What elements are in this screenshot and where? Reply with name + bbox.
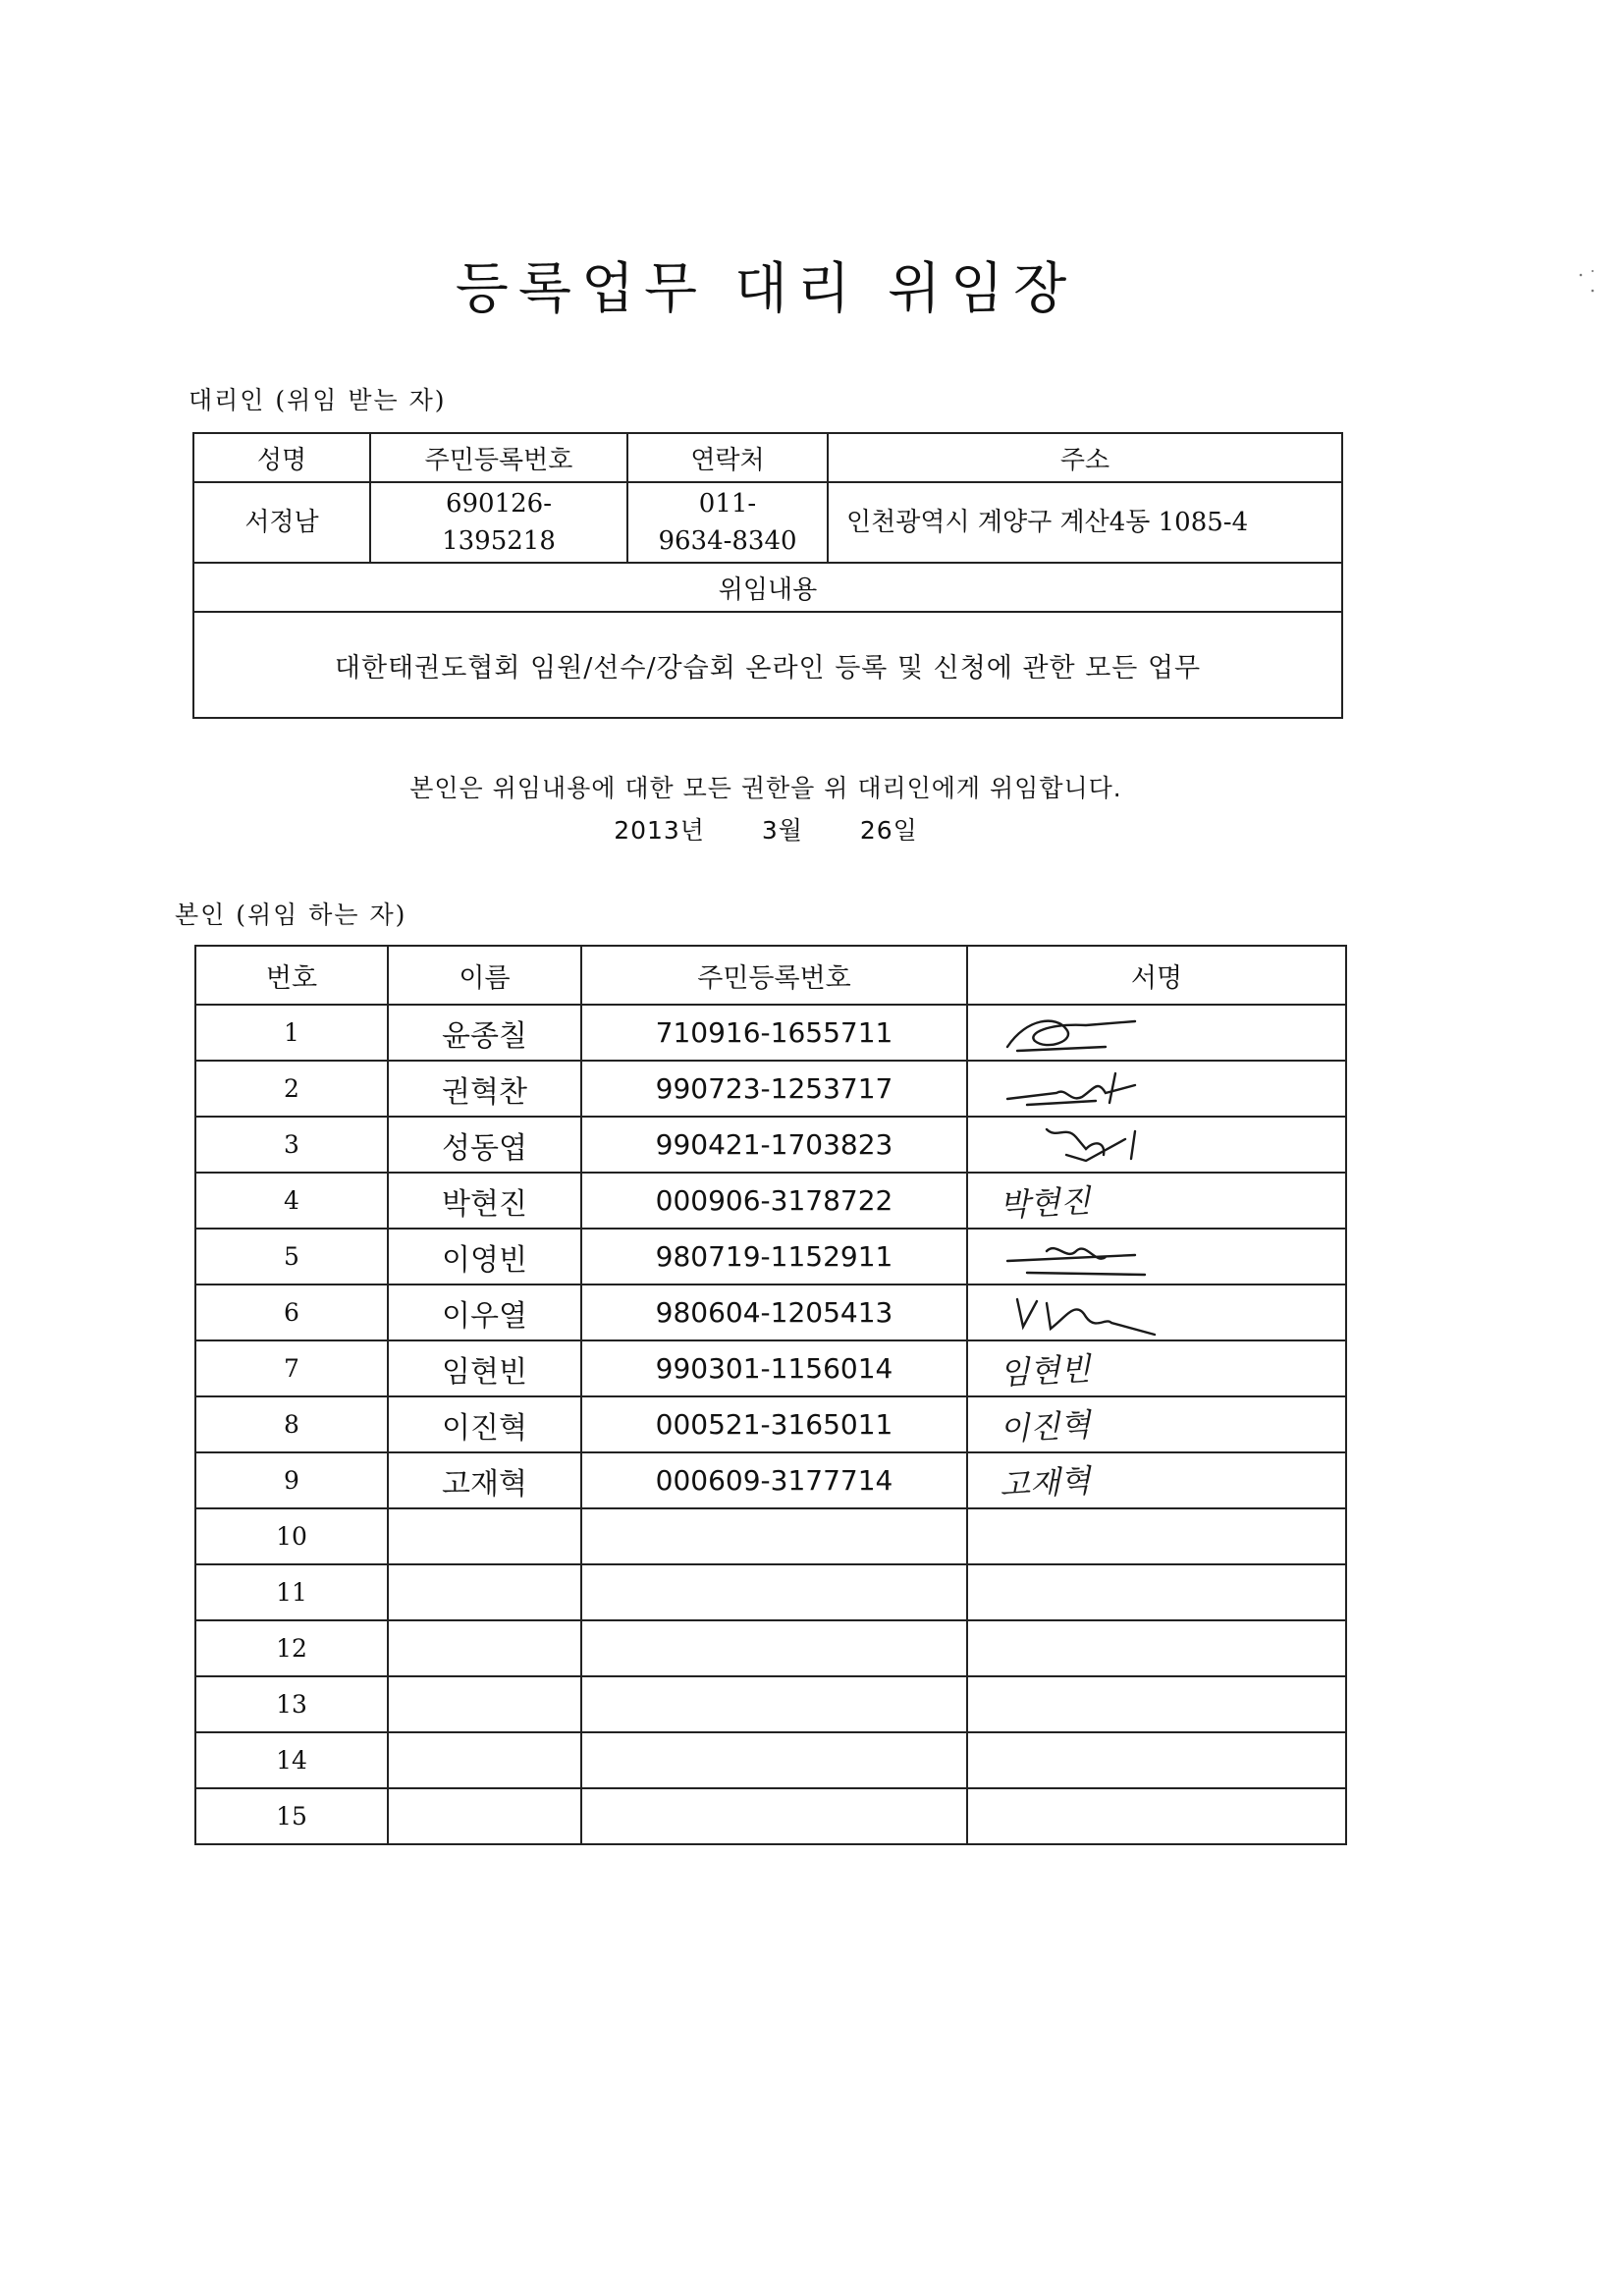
principal-row [195,1676,1346,1732]
signature-cell [967,1229,1346,1285]
agent-address: 인천광역시 계양구 계산4동 1085-4 [828,482,1342,563]
row-number: 4 [195,1173,388,1229]
principal-name: 윤종칠 [388,1005,581,1061]
principal-name [388,1676,581,1732]
handwritten-signature [988,1287,1184,1339]
handwritten-signature [988,1343,1184,1394]
agent-header-address: 주소 [828,433,1342,482]
principal-name: 권혁찬 [388,1061,581,1117]
principal-header-name: 이름 [388,946,581,1005]
agent-header-id: 주민등록번호 [370,433,627,482]
principal-id-number [581,1508,967,1564]
signature-cell [967,1508,1346,1564]
row-number: 14 [195,1732,388,1788]
principal-row [195,1061,1346,1117]
principal-row [195,1452,1346,1508]
principal-id-number: 710916-1655711 [581,1005,967,1061]
row-number: 9 [195,1452,388,1508]
agent-phone-line1: 011- [698,489,757,519]
principal-id-number: 000906-3178722 [581,1173,967,1229]
principal-row [195,1564,1346,1620]
signature-cell [967,1005,1346,1061]
row-number: 12 [195,1620,388,1676]
agent-id-line1: 690126- [445,489,553,519]
agent-id-line2: 1395218 [442,526,556,556]
principal-row [195,1620,1346,1676]
agent-name: 서정남 [193,482,370,563]
principal-name: 이진혁 [388,1396,581,1452]
principal-name [388,1564,581,1620]
principal-name: 박현진 [388,1173,581,1229]
principal-row [195,1508,1346,1564]
principal-id-number: 980604-1205413 [581,1285,967,1340]
signature-cell [967,1620,1346,1676]
principal-name [388,1732,581,1788]
scan-speck-mark [1577,267,1598,297]
row-number: 6 [195,1285,388,1340]
principal-id-number: 990421-1703823 [581,1117,967,1173]
agent-table [192,432,1343,719]
row-number: 13 [195,1676,388,1732]
row-number: 3 [195,1117,388,1173]
row-number: 15 [195,1788,388,1844]
principal-id-number: 990723-1253717 [581,1061,967,1117]
document-date [0,811,1532,847]
handwritten-signature [988,1231,1184,1283]
principal-row [195,1229,1346,1285]
signature-cell [967,1564,1346,1620]
principal-header-number: 번호 [195,946,388,1005]
agent-phone-line2: 9634-8340 [658,526,797,556]
signature-cell [967,1285,1346,1340]
row-number: 7 [195,1340,388,1396]
row-number: 2 [195,1061,388,1117]
row-number: 5 [195,1229,388,1285]
handwritten-signature [988,1064,1184,1115]
signature-cell [967,1788,1346,1844]
agent-section-label: 대리인 (위임 받는 자) [189,386,447,414]
principal-row [195,1788,1346,1844]
handwritten-signature [988,1008,1184,1059]
principal-row [195,1285,1346,1340]
principal-row [195,1340,1346,1396]
principal-id-number [581,1788,967,1844]
signature-handwriting: 박현진 [998,1181,1092,1225]
delegation-statement: 본인은 위임내용에 대한 모든 권한을 위 대리인에게 위임합니다. [409,774,1122,802]
principal-name: 고재혁 [388,1452,581,1508]
principal-name [388,1620,581,1676]
principal-name: 성동엽 [388,1117,581,1173]
principal-id-number: 990301-1156014 [581,1340,967,1396]
principal-id-number [581,1564,967,1620]
signature-handwriting: 임현빈 [998,1349,1092,1393]
principal-table [194,945,1347,1845]
principal-name: 이우열 [388,1285,581,1340]
principal-id-number [581,1676,967,1732]
date-year: 2013년 [614,816,705,845]
signature-handwriting: 고재혁 [998,1461,1092,1504]
signature-handwriting: 이진혁 [998,1405,1092,1449]
principal-id-number [581,1732,967,1788]
principal-header-signature: 서명 [967,946,1346,1005]
document-title: 등록업무 대리 위임장 [455,257,1077,321]
signature-cell [967,1732,1346,1788]
principal-row [195,1732,1346,1788]
date-month: 3월 [761,816,803,845]
principal-row [195,1117,1346,1173]
principal-name [388,1788,581,1844]
date-day: 26일 [859,816,918,845]
principal-name [388,1508,581,1564]
row-number: 10 [195,1508,388,1564]
signature-cell [967,1173,1346,1229]
row-number: 8 [195,1396,388,1452]
row-number: 1 [195,1005,388,1061]
signature-cell [967,1396,1346,1452]
signature-cell [967,1061,1346,1117]
signature-cell [967,1676,1346,1732]
scope-header: 위임내용 [193,563,1342,612]
principal-header-id: 주민등록번호 [581,946,967,1005]
signature-cell [967,1340,1346,1396]
principal-row [195,1173,1346,1229]
handwritten-signature [988,1399,1184,1450]
principal-name: 이영빈 [388,1229,581,1285]
principal-row [195,1005,1346,1061]
signature-cell [967,1452,1346,1508]
principal-id-number: 000609-3177714 [581,1452,967,1508]
agent-header-name: 성명 [193,433,370,482]
row-number: 11 [195,1564,388,1620]
scope-text: 대한태권도협회 임원/선수/강습회 온라인 등록 및 신청에 관한 모든 업무 [193,612,1342,718]
agent-phone [627,482,828,563]
principal-id-number: 000521-3165011 [581,1396,967,1452]
principal-row [195,1396,1346,1452]
handwritten-signature [988,1175,1184,1227]
principal-section-label: 본인 (위임 하는 자) [175,901,407,929]
principal-id-number: 980719-1152911 [581,1229,967,1285]
agent-id-number [370,482,627,563]
principal-id-number [581,1620,967,1676]
agent-header-phone: 연락처 [627,433,828,482]
signature-cell [967,1117,1346,1173]
principal-name: 임현빈 [388,1340,581,1396]
handwritten-signature [988,1455,1184,1506]
handwritten-signature [988,1120,1184,1171]
